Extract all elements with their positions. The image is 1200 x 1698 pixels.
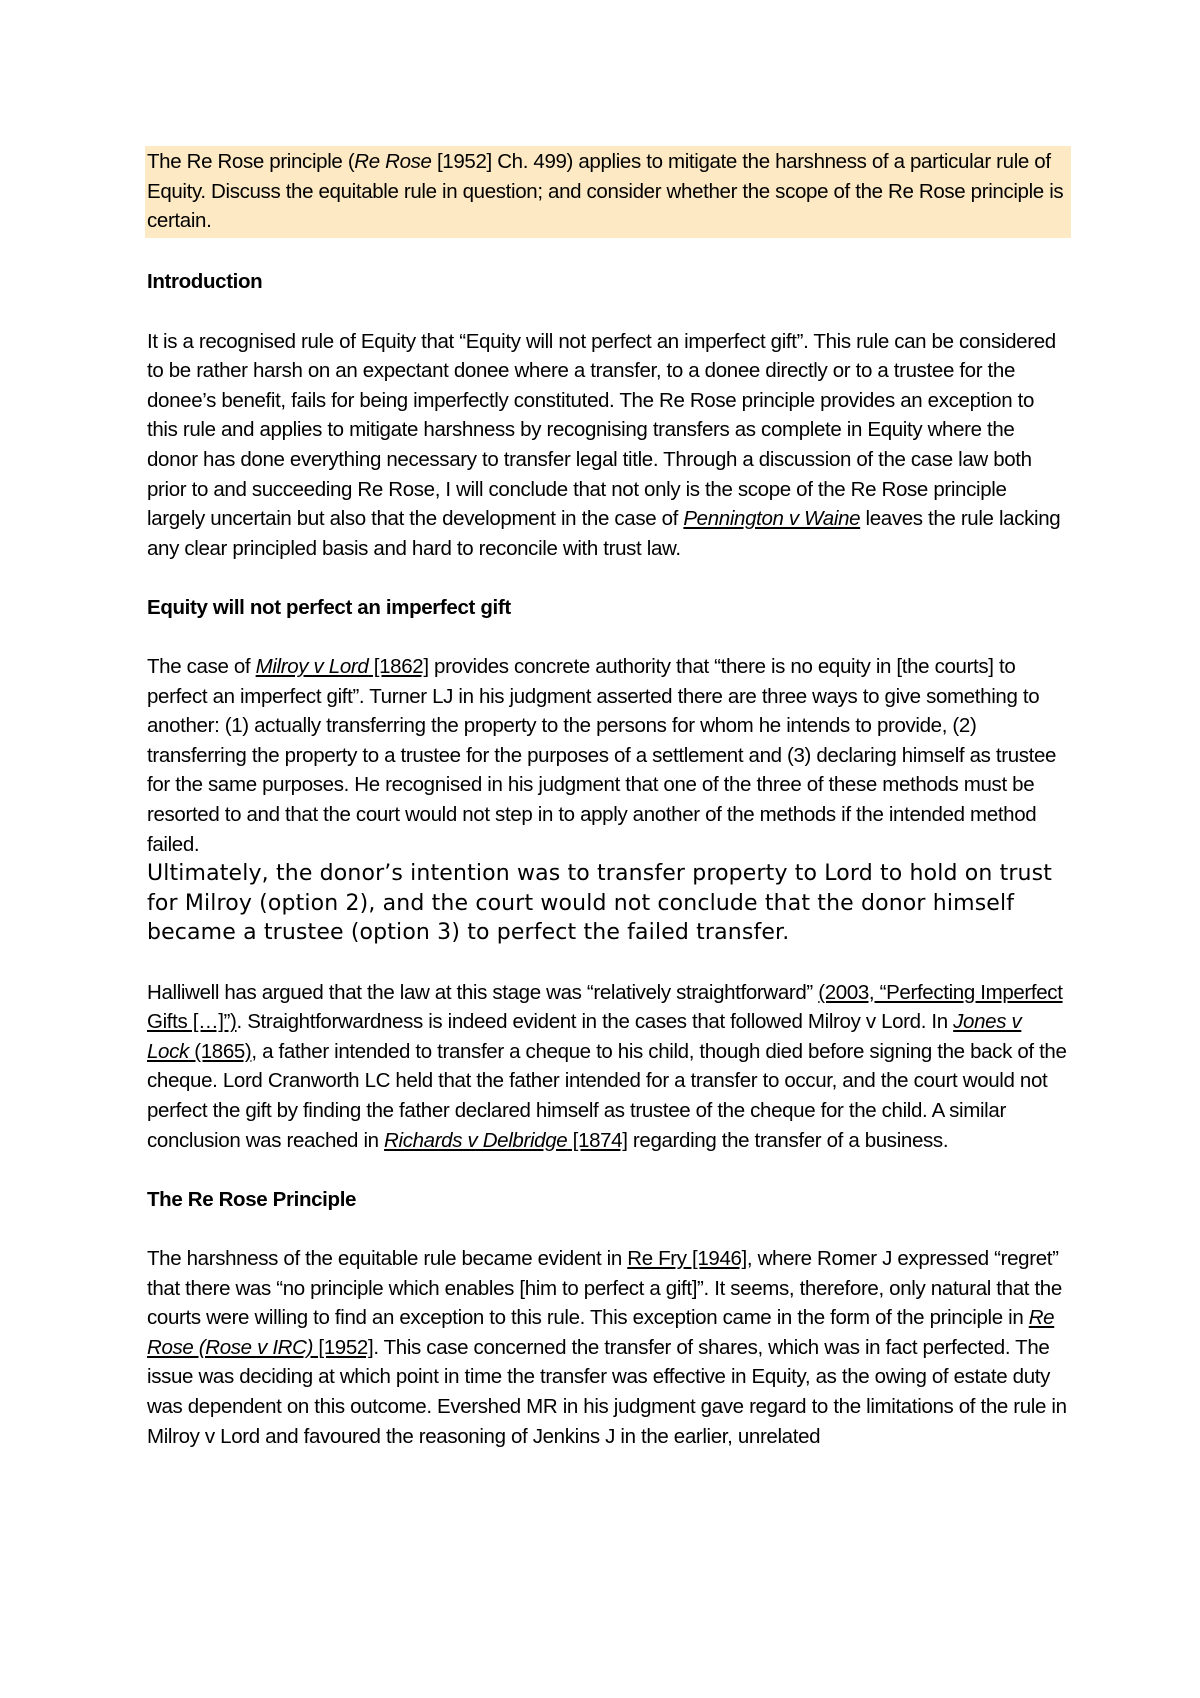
case-link-re-rose[interactable]: Re Rose (Rose v IRC) (147, 1306, 1055, 1359)
paragraph-milroy-v-lord (147, 652, 1067, 948)
spacer (147, 1214, 1067, 1244)
rerose-text-3: . This case concerned the transfer of shares, which was in fact perfected. The issue was deciding at which point in time the transfer was effective in Equity, as the owing of estate duty was dependent on this outcome. Evershed MR in his judgment gave regard to the limitations of the rule in Milroy v Lord and favoured the reasoning of Jenkins J in the earlier, unrelated (147, 1335, 1067, 1448)
intro-text-1: It is a recognised rule of Equity that “Equity will not perfect an imperfect gift”. This rule can be considered to be rather harsh on an expectant donee where a transfer, to a donee directly or to a trustee for the donee’s benefit, fails for being imperfectly constituted. The Re Rose principle provides an exception to this rule and applies to mitigate harshness by recognising transfers as complete in Equity where the donor has done everything necessary to transfer legal title. Through a discussion of the case law both prior to and succeeding Re Rose, I will conclude that not only is the scope of the Re Rose principle largely uncertain but also that the development in the case of (147, 329, 1056, 531)
spacer (147, 563, 1067, 593)
case-year-jones[interactable]: (1865) (188, 1039, 252, 1063)
heading-introduction: Introduction (147, 270, 263, 294)
paragraph-halliwell (147, 978, 1067, 1156)
question-text-2: [1952] Ch. 499) applies to mitigate the harshness of a particular rule of Equity. Discuss the equitable rule in question; and consider whether the scope of the Re Rose principle is certain. (147, 150, 1064, 233)
halliwell-text-2: . Straightforwardness is indeed evident in the cases that followed Milroy v Lord. In (236, 1010, 954, 1034)
case-link-richards-v-delbridge[interactable]: Richards v Delbridge (384, 1128, 568, 1152)
milroy-text-large: Ultimately, the donor’s intention was to transfer property to Lord to hold on trust for Milroy (option 2), and the court would not conclude that the donor himself became a trustee (option 3) to perfect the failed transfer. (147, 861, 1053, 946)
spacer (147, 238, 1067, 268)
case-link-jones-v-lock[interactable]: Jones v Lock (147, 1010, 1022, 1063)
question-case-name: Re Rose (354, 150, 432, 173)
milroy-text-2: provides concrete authority that “there is no equity in [the courts] to perfect an imperfect gift”. Turner LJ in his judgment asserted there are three ways to give something to another: (1) actually transferring the property to the persons for whom he intends to provide, (2) transferring the property to a trustee for the purposes of a settlement and (3) declaring himself as trustee for the same purposes. He recognised in his judgment that one of the three of these methods must be resorted to and that the court would not step in to apply another of the methods if the intended method failed. (147, 655, 1057, 856)
heading-imperfect-gift: Equity will not perfect an imperfect gift (147, 595, 511, 619)
intro-text-2: leaves the rule lacking any clear principled basis and hard to reconcile with trust law. (147, 507, 1061, 560)
citation-halliwell[interactable]: (2003, “Perfecting Imperfect Gifts […]”) (147, 980, 1063, 1034)
case-link-pennington-v-waine[interactable]: Pennington v Waine (683, 507, 861, 531)
halliwell-text-3: , a father intended to transfer a cheque to his child, though died before signing the back of the cheque. Lord Cranworth LC held that the father intended for a transfer to occur, and the court would not perfect the gift by finding the father declared himself as trustee of the cheque for the child. A similar conclusion was reached in (147, 1039, 1067, 1152)
case-link-re-fry[interactable]: Re Fry [1946] (627, 1246, 747, 1270)
spacer (147, 623, 1067, 653)
spacer (147, 297, 1067, 327)
paragraph-re-rose (147, 1244, 1067, 1451)
halliwell-text-1: Halliwell has argued that the law at this stage was “relatively straightforward” (147, 980, 819, 1004)
essay-question (145, 146, 1071, 238)
rerose-text-2: , where Romer J expressed “regret” that there was “no principle which enables [him to perfect a gift]”. It seems, therefore, only natural that the courts were willing to find an exception to this rule. This exception came in the form of the principle in (147, 1246, 1062, 1330)
rerose-text-1: The harshness of the equitable rule became evident in (147, 1246, 628, 1270)
paragraph-introduction (147, 327, 1067, 564)
spacer (147, 1155, 1067, 1185)
case-year-richards[interactable]: [1874] (567, 1128, 628, 1152)
milroy-text-1: The case of (147, 655, 256, 679)
case-year-milroy[interactable]: [1862] (368, 655, 429, 679)
halliwell-text-4: regarding the transfer of a business. (627, 1128, 949, 1152)
spacer (147, 948, 1067, 978)
document-body (147, 146, 1067, 1451)
case-year-re-rose[interactable]: [1952] (313, 1335, 374, 1359)
case-link-milroy-v-lord[interactable]: Milroy v Lord (255, 655, 369, 679)
question-text-1: The Re Rose principle ( (147, 150, 355, 173)
heading-re-rose-principle: The Re Rose Principle (147, 1187, 357, 1211)
